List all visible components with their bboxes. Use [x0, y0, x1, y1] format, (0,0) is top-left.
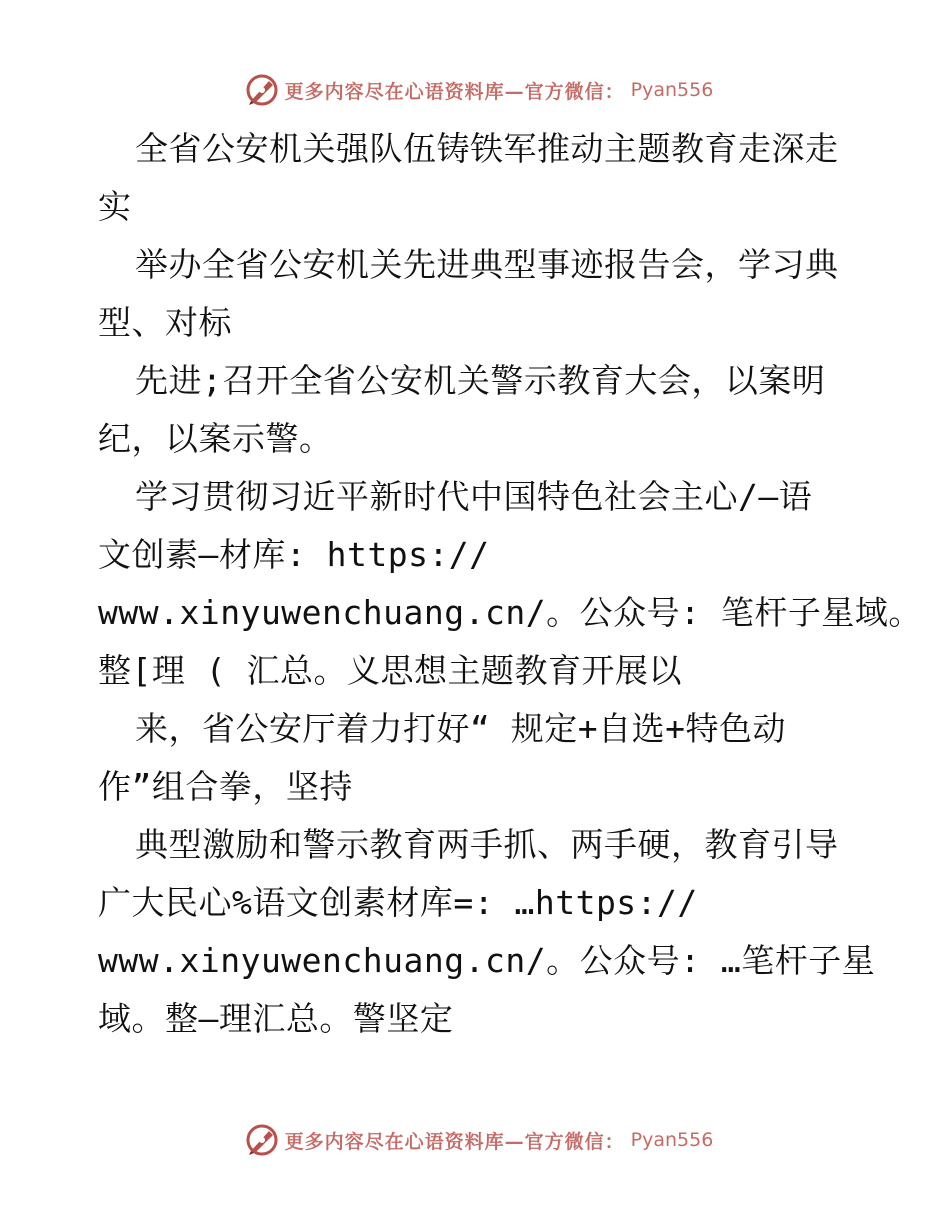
text-line: 全省公安机关强队伍铸铁军推动主题教育走深走 [135, 129, 839, 168]
document-body [98, 120, 922, 1048]
header-banner-inner [245, 73, 714, 107]
text-line: 实 [98, 187, 132, 226]
text-line: 作”组合拳，坚持 [98, 767, 353, 806]
text-line: 先进;召开全省公安机关警示教育大会，以案明 [135, 361, 826, 400]
footer-banner-text: 更多内容尽在心语资料库—官方微信： [284, 1130, 625, 1153]
text-line: 域。整—理汇总。警坚定 [98, 999, 454, 1038]
text-line: 学习贯彻习近平新时代中国特色社会主心/—语 [135, 477, 813, 516]
text-line: 整[理 ( 汇总。义思想主题教育开展以 [98, 651, 682, 690]
text-line: 纪，以案示警。 [98, 419, 333, 458]
header-banner-id: Pyan556 [630, 79, 714, 101]
header-banner-text: 更多内容尽在心语资料库—官方微信： [284, 80, 625, 103]
pen-logo-icon [245, 1123, 279, 1157]
footer-banner [0, 1120, 950, 1160]
footer-banner-id: Pyan556 [630, 1129, 714, 1151]
text-line: 文创素—材库: https:// [98, 535, 490, 574]
text-line: www.xinyuwenchuang.cn/。公众号: …笔杆子星 [98, 941, 876, 980]
text-line: 典型激励和警示教育两手抓、两手硬，教育引导 [135, 825, 839, 864]
text-line: www.xinyuwenchuang.cn/。公众号: 笔杆子星域。 [98, 593, 922, 632]
pen-logo-icon [245, 73, 279, 107]
header-banner [0, 70, 950, 110]
text-line: 举办全省公安机关先进典型事迹报告会，学习典 [135, 245, 839, 284]
footer-banner-inner [245, 1123, 714, 1157]
text-line: 型、对标 [98, 303, 232, 342]
text-line: 来，省公安厅着力打好“ 规定+自选+特色动 [135, 709, 786, 748]
text-line: 广大民心%语文创素材库=: …https:// [98, 883, 698, 922]
